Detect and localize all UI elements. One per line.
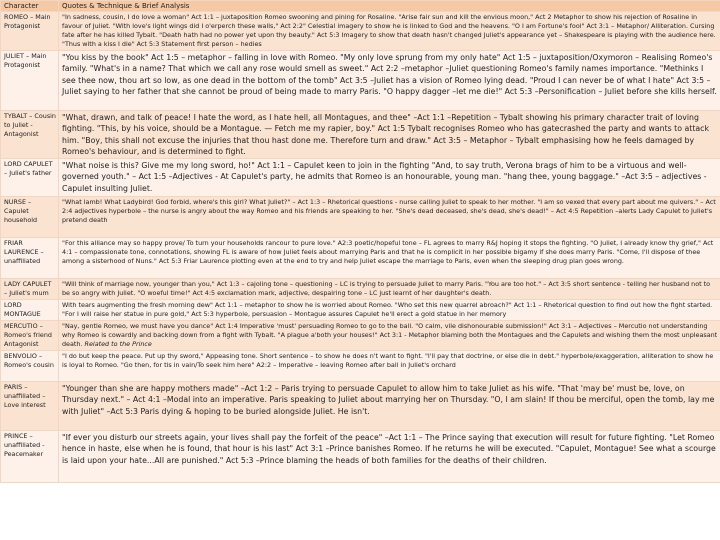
column-header-character: Character xyxy=(1,1,59,12)
analysis-cell: "I do but keep the peace. Put up thy sword," Appeasing tone. Short sentence – to show he does n't want to fight. "I'll pay that doctrine, or else die in debt." hyperbole/exaggeration, alliteration to show he is loyal to Romeo. "Go then, for tis in vain/To seek him here" A2:2 – Imperative – leaving Romeo after ball in Juliet's orchard xyxy=(59,351,720,382)
character-cell: FRIAR LAURENCE – unaffiliated xyxy=(1,238,59,279)
analysis-cell: "Will think of marriage now, younger than you," Act 1:3 – cajoling tone – questioning – LC is trying to persuade Juliet to marry Paris. "You are too hot." – Act 3:5 short sentence - telling her husband not to be so angry with Juliet. "O woeful time!" Act 4:5 exclamation mark, adjective, despairing tone – LC just learnt of her daughter's death. xyxy=(59,279,720,300)
table-row xyxy=(1,321,720,351)
analysis-cell: With tears augmenting the fresh morning dew" Act 1:1 – metaphor to show he is worried about Romeo. "Who set this new quarrel abroach?" Act 1:1 – Rhetorical question to find out how the fight started. "For I will raise her statue in pure gold," Act 5:3 hyperbole, persuasion – Montague assures Capulet he'll erect a gold statue in her memory xyxy=(59,300,720,321)
analysis-cell: "Younger than she are happy mothers made" –Act 1:2 – Paris trying to persuade Capulet to allow him to take Juliet as his wife. "That 'may be' must be, love, on Thursday next." – Act 4:1 –Modal into an imperative. Paris speaking to Juliet about marrying her on Thursday. "O, I am slain! If thou be merciful, open the tomb, lay me with Juliet" –Act 5:3 Paris dying & hoping to be buried alongside Juliet. He isn't. xyxy=(59,382,720,431)
character-cell: PRINCE – unaffiliated - Peacemaker xyxy=(1,431,59,483)
table-row xyxy=(1,111,720,159)
character-cell: PARIS – unaffiliated – Love interest xyxy=(1,382,59,431)
character-cell: TYBALT – Cousin to Juliet - Antagonist xyxy=(1,111,59,159)
table-row xyxy=(1,279,720,300)
character-cell: BENVOLIO – Romeo's cousin xyxy=(1,351,59,382)
analysis-cell: "You kiss by the book" Act 1:5 – metaphor – falling in love with Romeo. "My only love sprung from my only hate" Act 1:5 – juxtaposition/Oxymoron – Realising Romeo's family. "What's in a name? That which we call any rose would smell as sweet." Act 2:2 –metaphor –Juliet questioning Romeo's family names importance. "Methinks I see thee now, thou art so low, as one dead in the bottom of the tomb" Act 3:5 –Juliet has a vision of Romeo lying dead. "Proud I can never be of what I hate" Act 3:5 – Juliet saying to her father that she cannot be proud of being made to marry Paris. "O happy dagger –let me die!" Act 5:3 –Personification – Juliet before she kills herself. xyxy=(59,51,720,111)
table-row xyxy=(1,431,720,483)
analysis-cell: "For this alliance may so happy prove/ To turn your households rancour to pure love." A2:3 poetic/hopeful tone – FL agrees to marry R&J hoping it stops the fighting. "O Juliet, I already know thy grief," Act 4:1 – compassionate tone, connotations, showing FL is aware of how Juliet feels about marrying Paris and that he is complicit in her possible bigamy if she does marry Paris. "Come, I'll dispose of thee among a sisterhood of Nuns." Act 5:3 Friar Laurence plotting even at the end to try and help Juliet escape the marriage to Paris, even when the sleeping drug plan goes wrong. xyxy=(59,238,720,279)
character-cell: LORD MONTAGUE xyxy=(1,300,59,321)
character-cell: NURSE – Capulet household xyxy=(1,197,59,238)
table-row xyxy=(1,159,720,197)
analysis-note: Related to the Prince xyxy=(84,340,152,349)
character-cell: LORD CAPULET – Juliet's father xyxy=(1,159,59,197)
table-row xyxy=(1,238,720,279)
character-cell: LADY CAPULET – Juliet's mum xyxy=(1,279,59,300)
character-cell: JULIET – Main Protagonist xyxy=(1,51,59,111)
table-row xyxy=(1,351,720,382)
analysis-cell: "What lamb! What Ladybird! God forbid, where's this girl? What Juliet?" – Act 1:3 – Rhetorical questions - nurse calling Juliet to speak to her mother. "I am so vexed that every part about me quivers." – Act 2:4 adjectives hyperbole – the nurse is angry about the way Romeo and his friends are speaking to her. "She's dead deceased, she's dead, she's dead!" – Act 4:5 Repetition –alerts Lady Capulet to Juliet's pretend death xyxy=(59,197,720,238)
column-header-quotes: Quotes & Technique & Brief Analysis xyxy=(59,1,720,12)
table-row xyxy=(1,382,720,431)
table-header-row xyxy=(1,1,720,12)
analysis-cell: "If ever you disturb our streets again, your lives shall pay the forfeit of the peace" –Act 1:1 – The Prince saying that execution will result for future fighting. "Let Romeo hence in haste, else when he is found, that hour is his last" Act 3:1 –Prince banishes Romeo. If he returns he will be executed. "Capulet, Montague! See what a scourge is laid upon your hate...All are punished." Act 5:3 –Prince blaming the heads of both families for the deaths of their children. xyxy=(59,431,720,483)
analysis-cell: "What noise is this? Give me my long sword, ho!" Act 1:1 – Capulet keen to join in the fighting "And, to say truth, Verona brags of him to be a virtuous and well-governed youth." – Act 1:5 –Adjectives - At Capulet's party, he admits that Romeo is an honourable, young man. "hang thee, young baggage." –Act 3:5 – adjectives - Capulet insulting Juliet. xyxy=(59,159,720,197)
table-row xyxy=(1,12,720,51)
character-cell: MERCUTIO – Romeo's friend Antagonist xyxy=(1,321,59,351)
table-row xyxy=(1,51,720,111)
analysis-cell: "In sadness, cousin, I do love a woman" Act 1:1 – juxtaposition Romeo swooning and pining for Rosaline. "Arise fair sun and kill the envious moon," Act 2 Metaphor to show his rejection of Rosaline in favour of Juliet. "With love's light wings did I o'erperch these walls," Act 2:2" Celestial imagery to show he is linked to God and the heavens. "O I am Fortune's fool" Act 3:1 – Metaphor/ Alliteration. Cursing fate after he has killed Tybalt. "Death hath had no power yet upon thy beauty." Act 5:3 Imagery to show that death hasn't changed Juliet's appearance yet – Shakespeare is playing with the audience here. "Thus with a kiss I die" Act 5:3 Statement first person – hedies xyxy=(59,12,720,51)
table-row xyxy=(1,300,720,321)
analysis-cell xyxy=(59,321,720,351)
table-row xyxy=(1,197,720,238)
character-cell: ROMEO – Main Protagonist xyxy=(1,12,59,51)
analysis-cell: "What, drawn, and talk of peace! I hate the word, as I hate hell, all Montagues, and thee" –Act 1:1 –Repetition – Tybalt showing his primary character trait of loving fighting. "This, by his voice, should be a Montague. — Fetch me my rapier, boy." Act 1:5 Tybalt recognises Romeo who has gatecrashed the party and wants to attack him. "Boy, this shall not excuse the injuries that thou hast done me. Therefore turn and draw." Act 3:5 – Metaphor – Tybalt emphasising how he feels damaged by Romeo's behaviour, and is determined to fight. xyxy=(59,111,720,159)
analysis-text: "Nay, gentle Romeo, we must have you dance" Act 1:4 Imperative 'must' persuading Romeo to go to the ball. "O calm, vile dishonourable submission!" Act 3:1 – Adjectives – Mercutio not understanding why Romeo is cowardly and backing down from a fight with Tybalt. "A plague a'both your houses!" Act 3:1 - Metaphor blaming both the Montagues and the Capulets and wishing them the most unpleasant death. xyxy=(62,322,718,349)
